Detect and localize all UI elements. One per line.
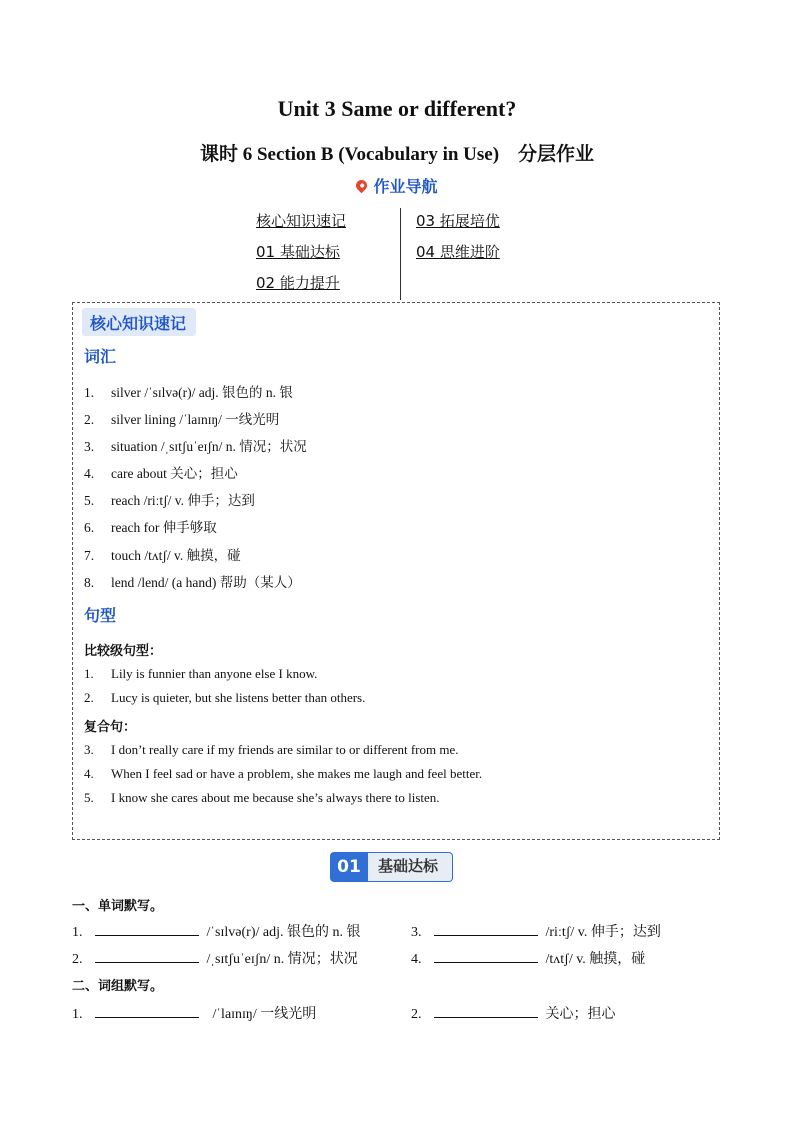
nav-heading: 作业导航 (0, 174, 794, 197)
answer-blank[interactable] (434, 1003, 538, 1018)
sentence-item: 3. I don’t really care if my friends are similar to or different from me. (84, 742, 459, 757)
answer-blank[interactable] (95, 948, 199, 963)
exercise-item: 3. /riːtʃ/ v. 伸手；达到 (411, 921, 661, 941)
nav-link-ability[interactable]: 02 能力提升 (256, 274, 340, 292)
sentence-item: 4. When I feel sad or have a problem, she makes me laugh and feel better. (84, 766, 483, 781)
answer-blank[interactable] (434, 948, 538, 963)
vocab-item: 3. situation /ˌsɪtʃuˈeɪʃn/ n. 情况；状况 (84, 439, 307, 454)
sentence-item: 1. Lily is funnier than anyone else I know. (84, 666, 318, 681)
exercise-item: 1. /ˈlaɪnɪŋ/ 一线光明 (72, 1003, 316, 1023)
sentence-item: 2. Lucy is quieter, but she listens better than others. (84, 690, 366, 705)
vocab-item: 6. reach for 伸手够取 (84, 520, 217, 535)
section-badge-number: 01 (330, 852, 368, 882)
page-subtitle: 课时 6 Section B (Vocabulary in Use) 分层作业 (199, 144, 595, 165)
exercise-item: 2. 关心；担心 (411, 1003, 616, 1023)
comparative-label: 比较级句型： (84, 644, 163, 659)
exercise-item: 1. /ˈsɪlvə(r)/ adj. 银色的 n. 银 (72, 921, 360, 941)
question-title: 二、词组默写。 (72, 979, 164, 994)
vocab-item: 4. care about 关心；担心 (84, 466, 238, 481)
nav-link-basic[interactable]: 01 基础达标 (256, 243, 340, 261)
section-badge (330, 852, 453, 882)
answer-blank[interactable] (95, 921, 199, 936)
section-badge-label: 基础达标 (368, 852, 453, 882)
location-pin-icon (354, 178, 370, 194)
vocab-item: 7. touch /tʌtʃ/ v. 触摸，碰 (84, 548, 241, 563)
vocab-item: 5. reach /riːtʃ/ v. 伸手；达到 (84, 493, 255, 508)
knowledge-header: 核心知识速记 (82, 308, 196, 336)
nav-link-extension[interactable]: 03 拓展培优 (416, 212, 500, 230)
answer-blank[interactable] (434, 921, 538, 936)
sentence-title: 句型 (84, 606, 117, 625)
vocab-title: 词汇 (84, 347, 117, 366)
vocab-item: 8. lend /lend/ (a hand) 帮助（某人） (84, 575, 301, 590)
exercise-item: 4. /tʌtʃ/ v. 触摸，碰 (411, 948, 645, 968)
sentence-item: 5. I know she cares about me because she’s always there to listen. (84, 790, 440, 805)
answer-blank[interactable] (95, 1003, 199, 1018)
question-title: 一、单词默写。 (72, 899, 164, 914)
exercise-item: 2. /ˌsɪtʃuˈeɪʃn/ n. 情况；状况 (72, 948, 358, 968)
page-title: Unit 3 Same or different? (277, 96, 517, 121)
vocab-item: 1. silver /ˈsɪlvə(r)/ adj. 银色的 n. 银 (84, 385, 293, 400)
nav-link-thinking[interactable]: 04 思维进阶 (416, 243, 500, 261)
nav-link-core-knowledge[interactable]: 核心知识速记 (256, 212, 347, 230)
vocab-item: 2. silver lining /ˈlaɪnɪŋ/ 一线光明 (84, 412, 280, 427)
complex-label: 复合句： (84, 720, 137, 735)
nav-divider (400, 208, 401, 300)
